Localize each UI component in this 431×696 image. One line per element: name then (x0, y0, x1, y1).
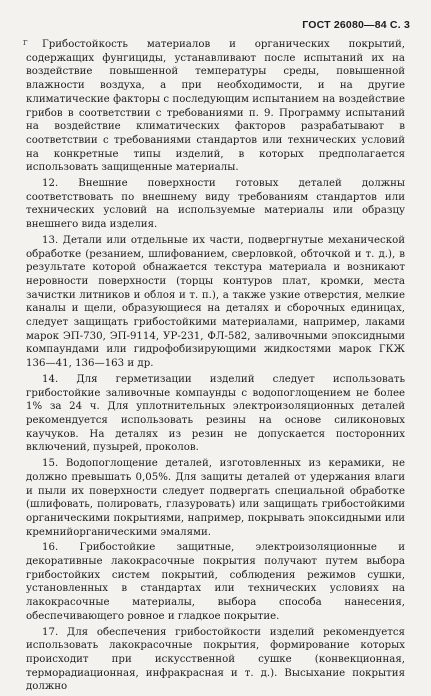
paragraph-13: 13. Детали или отдельные их части, подвергнутые механической обработке (резанием, шлифованием, сверловкой, обточкой и т. д.), в результате которой обнажается текстура материала и возникают неровности поверхности (торцы контуров плат, кромки, места зачистки литников и облоя и т. п.), а также узкие отверстия, мелкие каналы и щели, образующиеся на деталях и сборочных единицах, следует защищать грибостойкими материалами, например, лаками марок ЭП-730, ЭП-9114, УР-231, ФЛ-582, заливочными эпоксидными компаундами или гидрофобизирующими жидкостями марок ГКЖ 136—41, 136—163 и др. (26, 234, 405, 370)
paragraph-11-continued: Грибостойкость материалов и органических покрытий, содержащих фунгициды, устанавливают после испытаний их на воздействие повышенной температуры среды, повышенной влажности воздуха, а при необходимости, и на другие климатические факторы с последующим испытанием на воздействие грибов в соответствии с требованиями п. 9. Программу испытаний на воздействие климатических факторов разрабатывают в соответствии с требованиями стандартов или технических условий на конкретные типы изделий, в которых предполагается использовать защищенные материалы. (26, 39, 405, 174)
document-body (26, 38, 405, 696)
paragraph-14: 14. Для герметизации изделий следует использовать грибостойкие заливочные компаунды с водопоглощением не более 1% за 24 ч. Для уплотнительных электроизоляционных деталей рекомендуется использовать резины на основе силиконовых каучуков. На деталях из резин не допускается посторонних включений, пузырей, проколов. (26, 373, 405, 454)
page-header: ГОСТ 26080—84 С. 3 (302, 19, 410, 31)
paragraph-16: 16. Грибостойкие защитные, электроизоляционные и декоративные лакокрасочные покрытия получают путем выбора грибостойких систем покрытий, соблюдения режимов сушки, установленных в стандартах или технических условиях на лакокрасочные материалы, выбора способа нанесения, обеспечивающего ровное и гладкое покрытие. (26, 542, 405, 622)
paragraph-17: 17. Для обеспечения грибостойкости изделий рекомендуется использовать лакокрасочные покрытия, формирование которых происходит при искусственной сушке (конвекционная, терморадиационная, инфракрасная и т. д.). Высыхание покрытия должно (26, 626, 405, 693)
margin-mark: г (23, 38, 28, 48)
paragraph-15: 15. Водопоглощение деталей, изготовленных из керамики, не должно превышать 0,05%. Для защиты деталей от удержания влаги и пыли их поверхности следует подвергать специальной обработке (шлифовать, полировать, глазуровать) или защищать грибостойкими органическими покрытиями, например, покрывать эпоксидными или кремнийорганическими эмалями. (26, 458, 405, 538)
paragraph-12: 12. Внешние поверхности готовых деталей должны соответствовать по внешнему виду требованиям стандартов или технических условий на используемые материалы или образцу внешнего вида изделия. (26, 178, 405, 231)
